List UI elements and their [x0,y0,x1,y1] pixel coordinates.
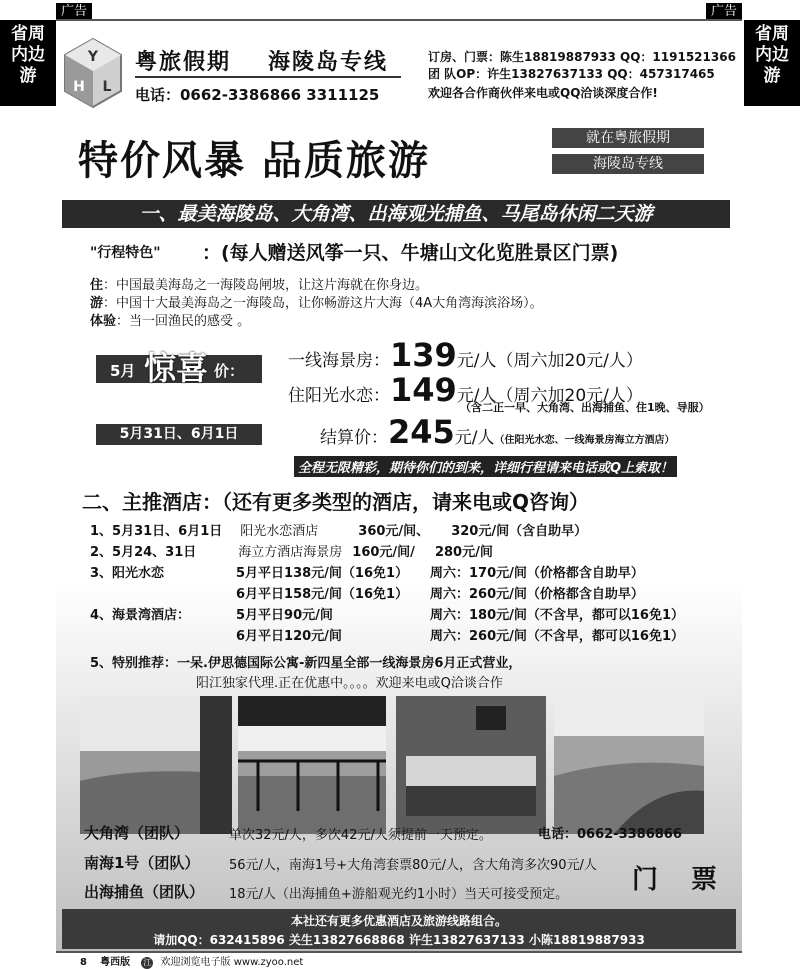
hotel-row-3: 3、阳光水恋 5月平日138元/间（16免1） 周六：170元/间（价格都含自助早） [90,566,644,581]
photo-hotel-room [396,696,546,834]
ad-tag-left: 广告 [56,3,92,20]
bottom-contact-bar: 本社还有更多优惠酒店及旅游线路组合。 请加QQ：632415896 关生13827668868 许生13827637133 小陈18819887933 [62,909,736,949]
contact-group: 团 队OP：许生13827637133 QQ：457317465 [428,67,715,81]
header-phone: 电话：0662-3386866 3311125 [135,86,380,104]
ticket-row-2: 南海1号（团队） 56元/人，南海1号+大角湾套票80元/人，含大角湾多次90元/人 [84,854,597,873]
brand-line: 海陵岛专线 [268,50,389,75]
tagline: 全程无限精彩，期待你们的到来，详细行程请来电话或Q上索取！ [294,456,677,477]
welcome-text: 欢迎各合作商伙伴来电或QQ洽谈深度合作! [428,86,658,100]
price-sunshine: 住阳光水恋：149元/人（周六加20元/人） [288,371,643,409]
page-footer: 8 粤西版 江 欢迎浏览电子版 www.zyoo.net [80,957,304,968]
side-label-left: 省周 内边 游 [0,20,56,106]
detail-stay: 住：中国最美海岛之一海陵岛闸坡，让这片海就在你身边。 [90,278,429,293]
ticket-phone: 电话：0662-3386866 [538,827,682,842]
photo-balcony [238,696,386,834]
price-includes: （含二正一早、大角湾、出海捕鱼、住1晚、导服） [460,401,710,414]
feature-text: ：(每人赠送风筝一只、牛塘山文化览胜景区门票) [202,242,619,264]
photo-coastline [554,696,704,834]
hotel-row-1: 1、5月31日、6月1日 阳光水恋酒店 360元/间、 320元/间（含自助早） [90,524,588,539]
ticket-row-1: 大角湾（团队） 单次32元/人，多次42元/人须提前一天预定。 [84,824,492,843]
detail-experience: 体验：当一回渔民的感受 。 [90,314,251,329]
headline: 特价风暴 品质旅游 [78,138,430,184]
price-seaview: 一线海景房：139元/人（周六加20元/人） [288,336,643,374]
tour-title-bar: 一、最美海陵岛、大角湾、出海观光捕鱼、马尾岛休闲二天游 [62,200,730,228]
brand-name: 粤旅假期 [135,50,232,75]
date-badge: 5月31日、6月1日 [96,424,262,445]
footer-badge: 江 [143,958,152,967]
settle-price: 结算价：245元/人（住阳光水恋、一线海景房海立方酒店） [320,413,675,451]
contact-booking: 订房、门票：陈生18819887933 QQ：1191521366 [428,50,736,64]
ticket-row-3: 出海捕鱼（团队） 18元/人（出海捕鱼+游船观光约1小时）当天可接受预定。 [84,883,569,902]
hotel-row-5: 4、海景湾酒店： 5月平日90元/间 周六：180元/间（不含早，都可以16免1） [90,608,685,623]
logo [62,37,124,109]
feature-label: "行程特色" [90,245,161,261]
logo-letter-l: L [102,79,112,95]
hotel-section-title: 二、主推酒店：（还有更多类型的酒店，请来电或Q咨询） [82,490,590,514]
special-line-1: 5、特别推荐：一呆.伊思德国际公寓-新四星全部一线海景房6月正式营业， [90,656,522,671]
hotel-row-2: 2、5月24、31日 海立方酒店海景房 160元/间/ 280元/间 [90,545,493,560]
promo-badge: 5月 惊喜 价： [96,355,262,383]
logo-letter-h: H [73,79,85,95]
header-divider [135,76,401,78]
tag-line: 海陵岛专线 [552,154,704,174]
tag-brand: 就在粤旅假期 [552,128,704,148]
ticket-label: 门 票 [632,865,730,895]
side-label-right: 省周 内边 游 [744,20,800,106]
special-line-2: 阳江独家代理.正在优惠中。。。。欢迎来电或Q洽谈合作 [196,676,503,691]
ad-tag-right: 广告 [706,3,742,20]
photo-beach-bay [80,696,232,834]
detail-tour: 游：中国十大最美海岛之一海陵岛，让你畅游这片大海（4A大角湾海滨浴场）。 [90,296,543,311]
logo-letter-y: Y [87,49,99,65]
ad-page: Y H L 粤旅假期 海陵岛专线 电话：0662-3386866 3311125 订房、门票：陈生18819887933 QQ：1191521366 团 队OP：许生13827637133 QQ：457317465 欢迎各合作商伙伴来电或QQ洽谈深度合作! 特价风暴 品质旅游 就在粤旅假期 海陵岛专线 一、最美海陵岛、大角湾、出海观光捕鱼、马尾岛休闲二天游 "行程特色" ：(每人赠送风筝一只、牛塘山文化览胜景区门票) 住：中国最美海岛之一海陵岛闸坡，让这片海就在你身边。 游：中国十大最美海岛之一海陵岛，让你畅游这片大海（4A大角湾海滨浴场）。 体验：当一回渔民的感受 。 5月 惊喜 价： 一线海景房：139元/人（周六加20元/人） 住阳光水恋：149元/人（周六加20元/人） （含二正一早、大角湾、出海捕鱼、住1晚、导服） 5月31日、6月1日 结算价：245元/人（住阳光水恋、一线海景房海立方酒店） 全程无限精彩，期待你们的到来，详细行程请来电话或Q上索取！ 二、主推酒店：（还有更多类型的酒店，请来电或Q咨询） 1、5月31日、6月1日 阳光水恋酒店 360元/间、 320元/间（含自助早） 2、5月24、31日 海立方酒店海景房 160元/间/ 280元/间 3、阳光水恋 5月平日138元/间（16免1） 周六：170元/间（价格都含自助早） 6月平日158元/间（16免1） 周六：260元/间（价格都含自助早） 4、海景湾酒店： 5月平日90元/间 周六：180元/间（不含早，都可以16免1） 6月平日120元/间 周六：260元/间（不含早，都可以16免1） 5、特别推荐：一呆.伊思德国际公寓-新四星全部一线海景房6月正式营业， 阳江独家代理.正在优惠中。。。。欢迎来电或Q洽谈合作 大角湾（团队） 单次32元/人，多次42元/人须提前一天预定。 电话：0662-3386866 南海1号（团队） 56元/人，南海1号+大角湾套票80元/人，含大角湾多次90元/人 出海捕鱼（团队） 18元/人（出海捕鱼+游船观光约1小时）当天可接受预定。 门 票 本社还有更多优惠酒店及旅游线路组合。 请加QQ：632415896 关生13827668868 许生13827637133 小陈18819887933 [56,19,742,953]
